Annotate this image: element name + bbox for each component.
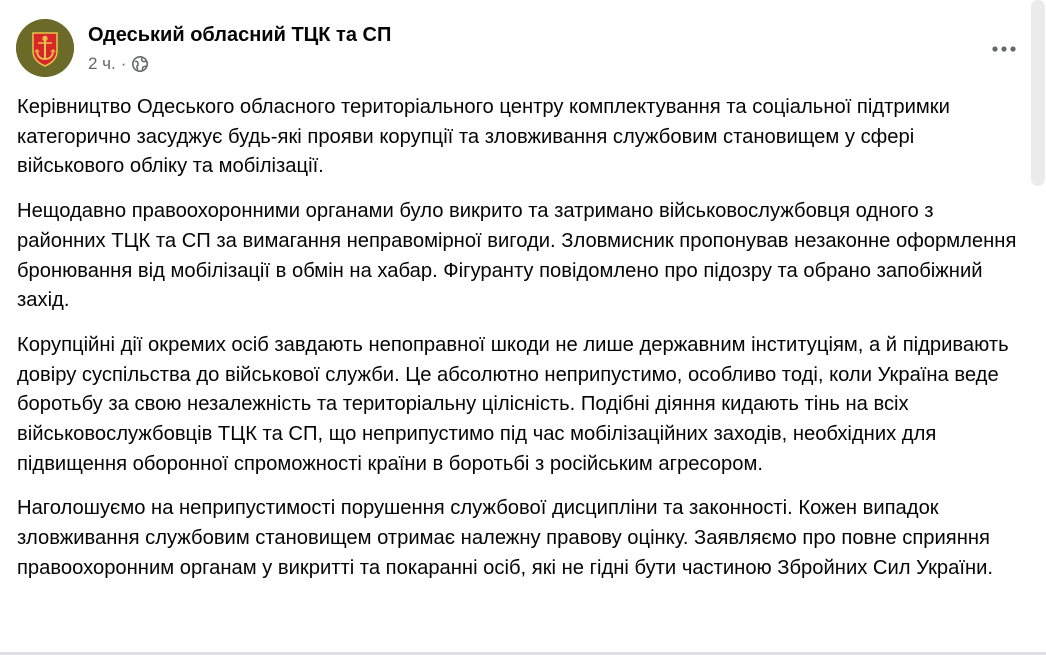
page-name-link[interactable]: Одеський обласний ТЦК та СП (88, 24, 392, 46)
more-options-button[interactable] (984, 29, 1024, 69)
more-dots-icon (991, 45, 1017, 53)
page-avatar[interactable] (16, 19, 74, 77)
post-header (16, 19, 1030, 79)
post-paragraph: Корупційні дії окремих осіб завдають непоправної шкоди не лише державним інституціям, а й підривають довіру суспільства до військової служби. Це абсолютно неприпустимо, особливо тоді, коли Україна веде боротьбу за свою незалежність та територіальну цілісність. Подібні діяння кидають тінь на всіх військовослужбовців ТЦК та СП, що неприпустимо під час мобілізаційних заходів, необхідних для підвищення оборонної спроможності країни в боротьбі з російським агресором. (17, 333, 1009, 475)
meta-separator: · (120, 54, 127, 73)
post-paragraph: Наголошуємо на неприпустимості порушення службової дисципліни та законності. Кожен випадок зловживання службовим становищем отримає належну правову оцінку. Заявляємо про повне сприяння правоохоронним органам у викритті та покаранні осіб, які не гідні бути частиною Збройних Сил України. (17, 497, 994, 579)
emblem-avatar-icon (16, 19, 74, 77)
globe-icon[interactable] (131, 55, 149, 73)
post-meta (88, 54, 149, 74)
vertical-scrollbar[interactable] (1030, 0, 1046, 655)
post-paragraph: Нещодавно правоохоронними органами було викрито та затримано військовослужбовця одного з районних ТЦК та СП за вимагання неправомірної вигоди. Зловмисник пропонував незаконне оформлення бронювання від мобілізації в обмін на хабар. Фігуранту повідомлено про підозру та обрано запобіжний захід. (17, 200, 1017, 312)
post-body (17, 93, 1019, 599)
post-paragraph: Керівництво Одеського обласного територіального центру комплектування та соціальної підтримки категорично засуджує будь-які прояви корупції та зловживання службовим становищем у сфері військового обліку та мобілізації. (17, 96, 950, 178)
post-timestamp[interactable]: 2 ч. (88, 54, 116, 73)
scrollbar-thumb[interactable] (1031, 0, 1045, 186)
